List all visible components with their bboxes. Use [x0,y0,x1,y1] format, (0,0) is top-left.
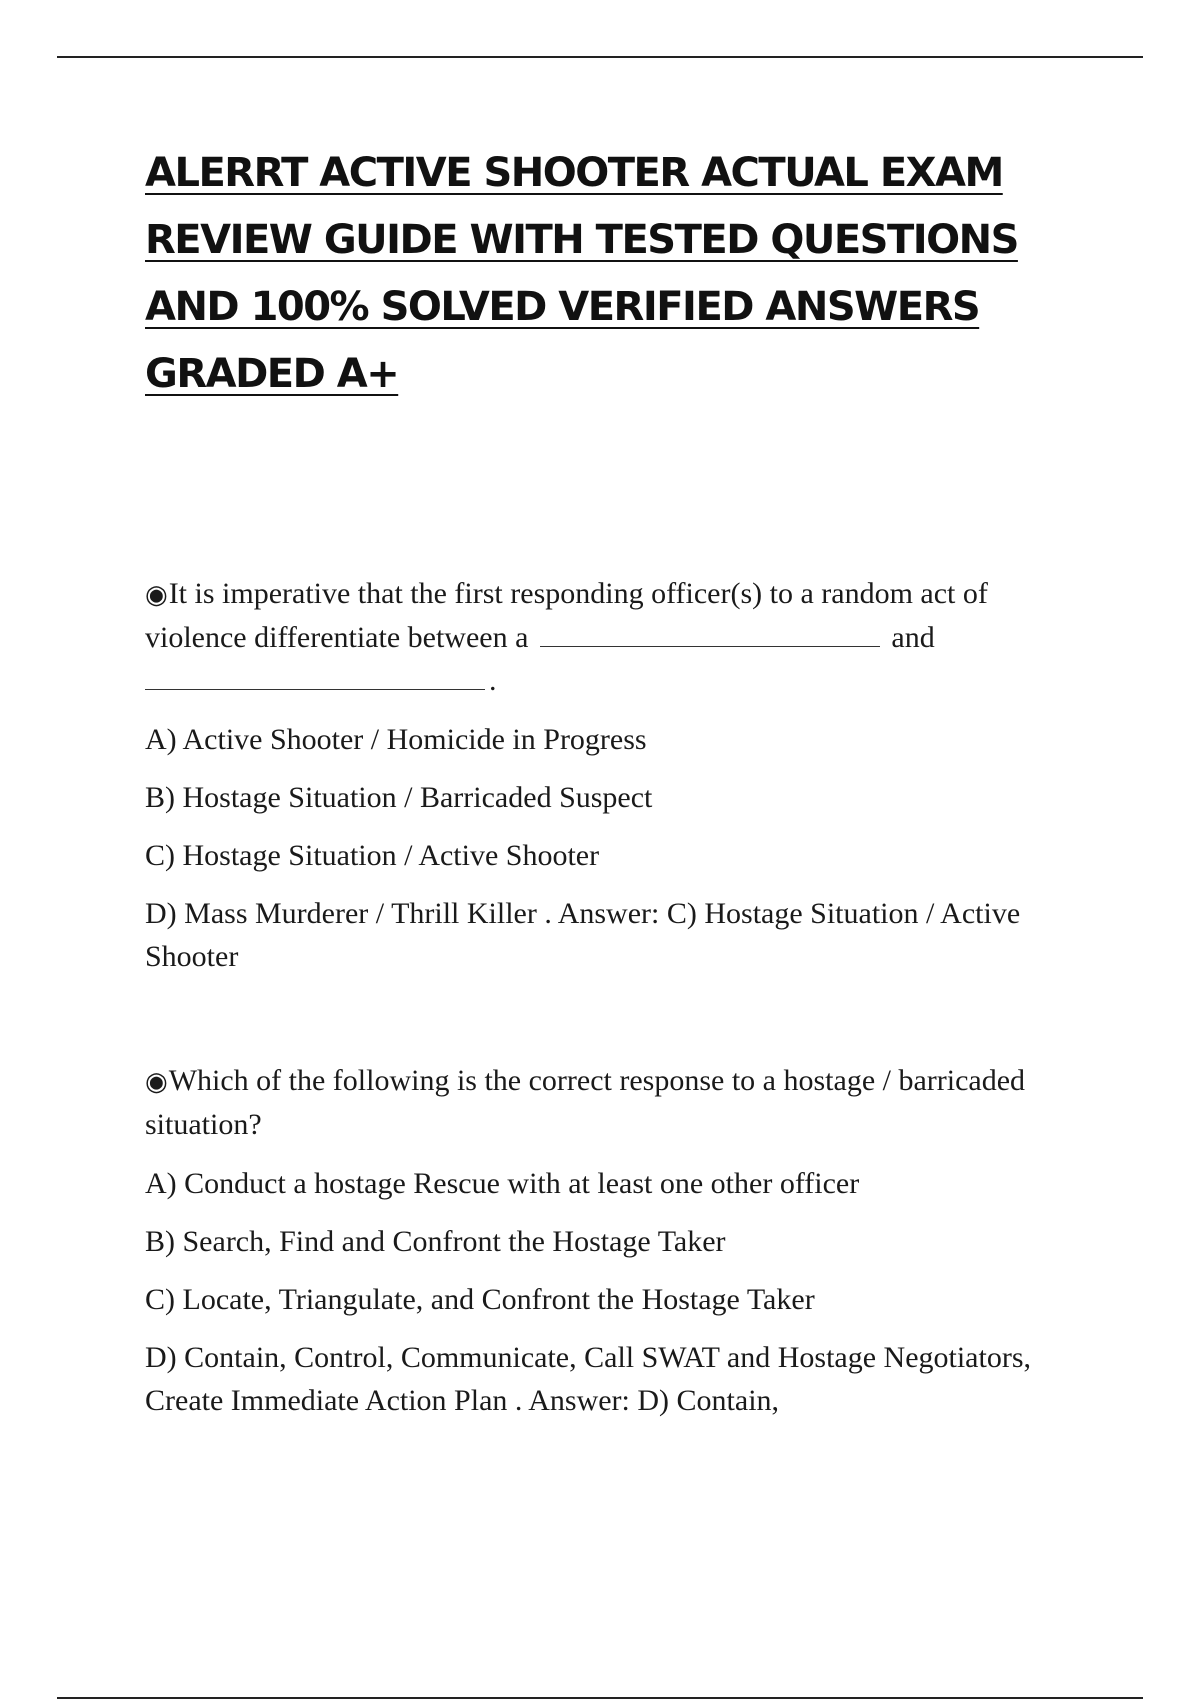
option-b: B) Hostage Situation / Barricaded Suspect [145,781,653,814]
radio-bullet-icon: ◉ [145,1067,168,1096]
options-list [145,718,1095,978]
prompt-text-mid: and [891,621,935,654]
option-c: C) Locate, Triangulate, and Confront the Hostage Taker [145,1283,815,1316]
prompt-text: Which of the following is the correct response to a hostage / barricaded situation? [145,1064,1026,1141]
question-prompt [145,1059,1095,1146]
options-list [145,1162,1095,1422]
option-b: B) Search, Find and Confront the Hostage Taker [145,1225,726,1258]
question-2 [145,1059,1095,1422]
prompt-text-end: . [489,664,497,697]
bottom-divider [57,1697,1143,1699]
question-prompt [145,572,1095,702]
option-c: C) Hostage Situation / Active Shooter [145,839,600,872]
radio-bullet-icon: ◉ [145,580,168,609]
option-d-with-answer: D) Mass Murderer / Thrill Killer . Answer: C) Hostage Situation / Active Shooter [145,897,1021,973]
option-a: A) Active Shooter / Homicide in Progress [145,723,647,756]
option-a: A) Conduct a hostage Rescue with at least one other officer [145,1167,860,1200]
document-title: ALERRT ACTIVE SHOOTER ACTUAL EXAM REVIEW GUIDE WITH TESTED QUESTIONS AND 100% SOLVED VERIFIED ANSWERS GRADED A+ [145,150,1018,397]
answer-blank [145,661,485,690]
prompt-text-start: It is imperative that the first responding officer(s) to a random act of violence differentiate between a [145,577,988,654]
top-divider [57,56,1143,58]
option-d-with-answer: D) Contain, Control, Communicate, Call SWAT and Hostage Negotiators, Create Immediate Action Plan . Answer: D) Contain, [145,1341,1031,1417]
answer-blank [540,618,880,647]
question-1 [145,572,1095,978]
